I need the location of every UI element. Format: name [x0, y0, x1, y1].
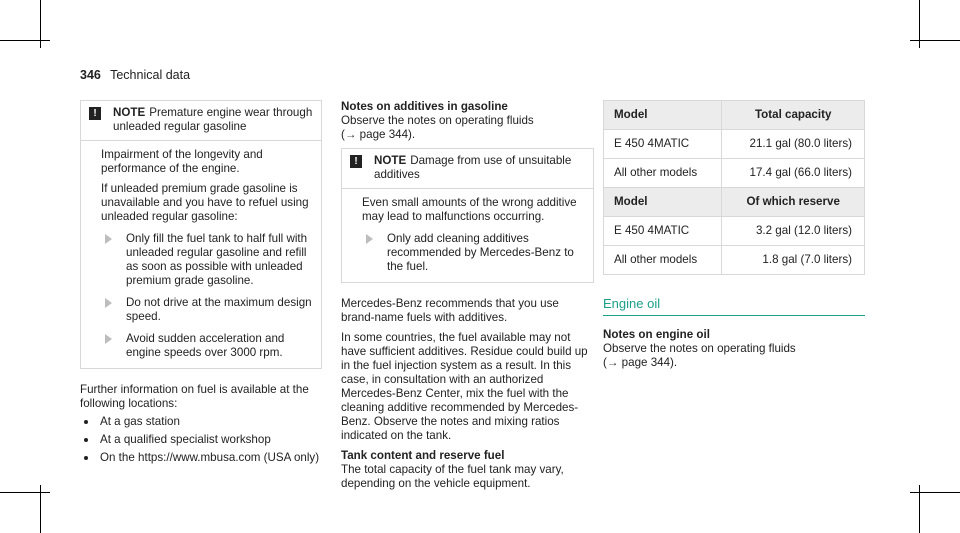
table-cell: E 450 4MATIC: [604, 217, 722, 246]
step-arrow-icon: [105, 298, 112, 308]
table-cell: 1.8 gal (7.0 liters): [722, 246, 865, 275]
step: [101, 296, 313, 324]
note-paragraph: Impairment of the longevity and performance of the engine.: [101, 148, 263, 175]
note-paragraph: Even small amounts of the wrong additive may lead to malfunctions occurring.: [362, 196, 577, 223]
capacity-table: [603, 100, 865, 275]
crop-mark: [910, 492, 960, 493]
table-row: [604, 217, 865, 246]
warning-icon: !: [89, 107, 101, 120]
list-item-text: On the https://www.mbusa.com (USA only): [100, 451, 320, 464]
body-text: Observe the notes on operating fluids: [603, 342, 796, 355]
table-header-row: [604, 101, 865, 130]
page-reference[interactable]: (→ page 344).: [603, 356, 678, 369]
body-text: Mercedes-Benz recommends that you use brand-name fuels with additives.: [341, 297, 559, 324]
section-rule: [603, 315, 865, 316]
step-text: Do not drive at the maximum design speed.: [126, 296, 312, 323]
step-text: Only fill the fuel tank to half full with unleaded regular gasoline and refill as soon as possible with unleaded premium grade gasoline.: [126, 232, 308, 287]
note-header: [342, 149, 593, 189]
list-item: [80, 433, 322, 447]
table-cell: 21.1 gal (80.0 liters): [722, 130, 865, 159]
table-cell: All other models: [604, 159, 722, 188]
section-title: Engine oil: [603, 296, 661, 311]
body-text: The total capacity of the fuel tank may vary, depending on the vehicle equipment.: [341, 463, 564, 490]
table-row: [604, 130, 865, 159]
note-title: Premature engine wear through unleaded regular gasoline: [113, 106, 313, 133]
location-list: [80, 415, 322, 465]
note-title: Damage from use of unsuitable additives: [374, 154, 572, 181]
table-header-cell: Total capacity: [722, 101, 865, 130]
note-label: NOTE: [113, 106, 146, 119]
page-reference[interactable]: (→ page 344).: [341, 128, 416, 141]
section-heading: Notes on engine oil: [603, 328, 710, 341]
step-text: Only add cleaning additives recommended by Mercedes-Benz to the fuel.: [387, 232, 574, 273]
body-text: Observe the notes on operating fluids: [341, 114, 534, 127]
column-2: [341, 100, 594, 491]
crop-mark: [0, 492, 50, 493]
section-title-block: [603, 297, 865, 316]
list-item-text: At a gas station: [100, 415, 180, 428]
list-item-text: At a qualified specialist workshop: [100, 433, 271, 446]
bullet-icon: [84, 438, 88, 442]
step-arrow-icon: [366, 234, 373, 244]
note-body: [81, 141, 321, 368]
table-row: [604, 159, 865, 188]
table-cell: 3.2 gal (12.0 liters): [722, 217, 865, 246]
crop-mark: [0, 40, 50, 41]
table-header-cell: Model: [604, 188, 722, 217]
page-number: 346: [80, 68, 101, 82]
body-text: In some countries, the fuel available may not have sufficient additives. Residue could build up in the fuel injection system as a result. In this case, in consultation with an authorized Mercedes-Benz Center, mix the fuel with the cleaning additive recommended by Mercedes-Benz. Observe the notes and mixing ratios indicated on the tank.: [341, 331, 588, 442]
note-box: [80, 100, 322, 369]
table-header-cell: Model: [604, 101, 722, 130]
column-3: [603, 100, 865, 370]
bullet-icon: [84, 456, 88, 460]
note-body: [342, 189, 593, 282]
note-label: NOTE: [374, 154, 407, 167]
column-1: [80, 100, 322, 469]
note-box: [341, 148, 594, 283]
note-paragraph: If unleaded premium grade gasoline is unavailable and you have to refuel using unleaded regular gasoline:: [101, 182, 309, 223]
table-row: [604, 246, 865, 275]
table-cell: All other models: [604, 246, 722, 275]
note-header: [81, 101, 321, 141]
list-item: [80, 451, 322, 465]
step: [101, 332, 313, 360]
section-name: Technical data: [110, 68, 191, 82]
list-item: [80, 415, 322, 429]
step: [101, 232, 313, 288]
table-header-cell: Of which reserve: [722, 188, 865, 217]
table-header-row: [604, 188, 865, 217]
table-cell: 17.4 gal (66.0 liters): [722, 159, 865, 188]
warning-icon: !: [350, 155, 362, 168]
section-heading: Tank content and reserve fuel: [341, 449, 505, 462]
step-text: Avoid sudden acceleration and engine speeds over 3000 rpm.: [126, 332, 285, 359]
body-text: Further information on fuel is available at the following locations:: [80, 383, 309, 410]
page-header: [80, 68, 190, 82]
section-heading: Notes on additives in gasoline: [341, 100, 508, 113]
bullet-icon: [84, 420, 88, 424]
crop-mark: [910, 40, 960, 41]
step-arrow-icon: [105, 334, 112, 344]
step: [362, 232, 585, 274]
table-cell: E 450 4MATIC: [604, 130, 722, 159]
step-arrow-icon: [105, 234, 112, 244]
